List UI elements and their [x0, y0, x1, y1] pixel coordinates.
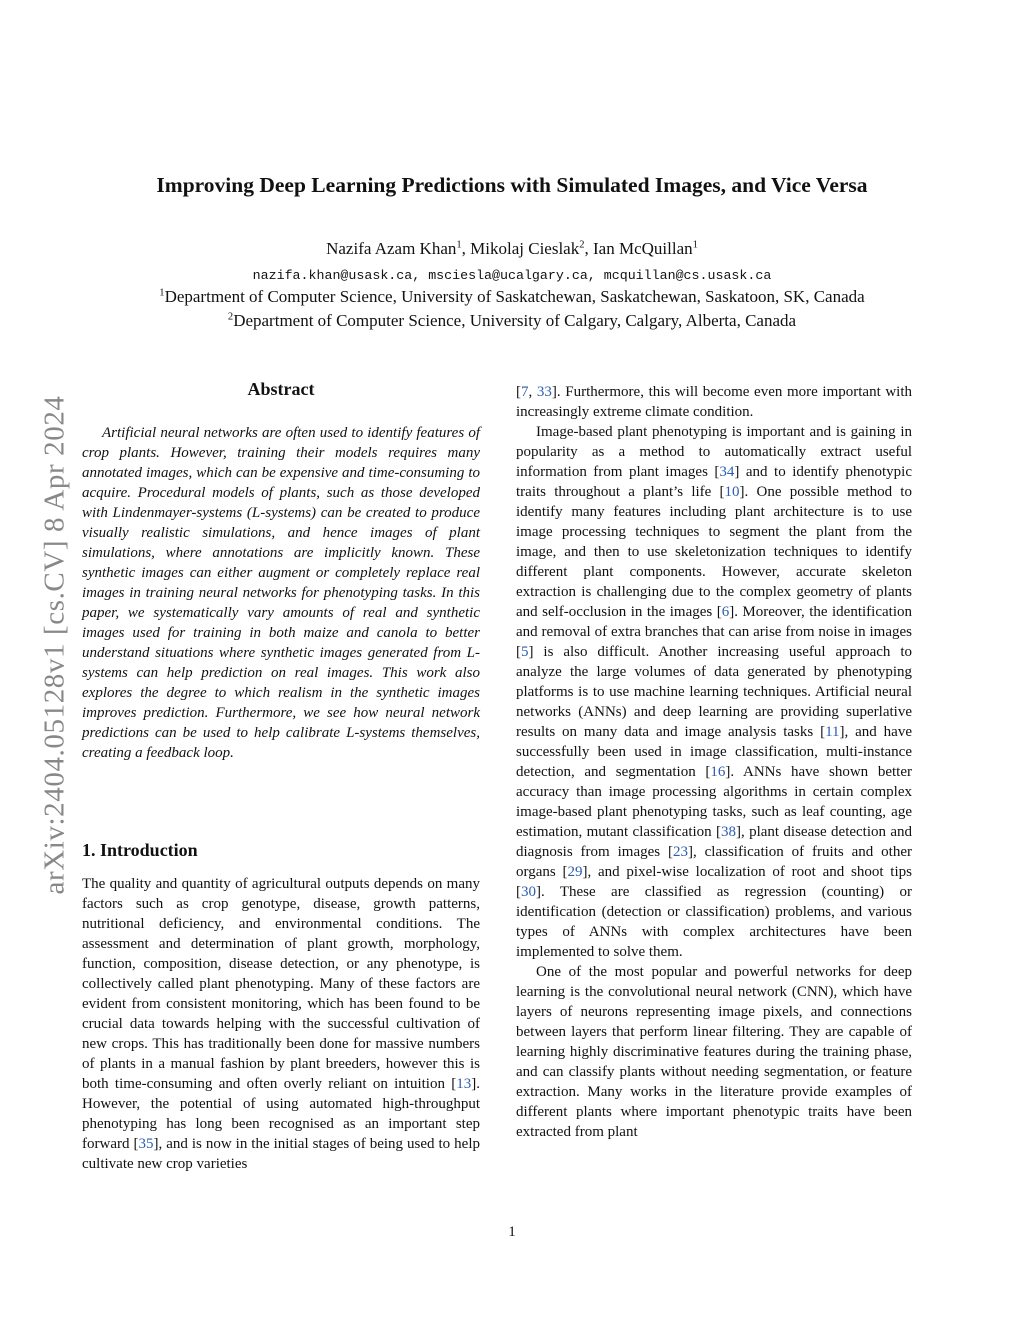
citation-link[interactable]: 10	[724, 484, 740, 500]
right-paragraph: One of the most popular and powerful networks for deep learning is the convolutional neural network (CNN), which have layers of neurons representing image pixels, and connections between layers that perform linear filtering. They are capable of learning highly discriminative features during the training phase, and can classify plants without needing segmentation, or feature extraction. Many works in the literature provide examples of different plants where important phenotypic traits have been extracted from plant	[516, 964, 912, 1140]
page-number: 1	[508, 1224, 516, 1240]
citation-link[interactable]: 30	[521, 884, 536, 900]
author-name: Ian McQuillan	[593, 239, 693, 258]
affiliation-1	[0, 287, 1024, 307]
arxiv-sidebar-stamp	[40, 362, 70, 928]
arxiv-identifier: arXiv:2404.05128v1 [cs.CV] 8 Apr 2024	[38, 395, 71, 895]
author-emails: nazifa.khan@usask.ca, msciesla@ucalgary.ca, mcquillan@cs.usask.ca	[252, 268, 772, 283]
citation-link[interactable]: 13	[456, 1076, 472, 1092]
citation-link[interactable]: 11	[825, 724, 840, 740]
abstract-text: Artificial neural networks are often used to identify features of crop plants. However, training their models requires many annotated images, which can be expensive and time-consuming to acquire. Procedural models of plants, such as those developed with Lindenmayer-systems (L-systems) can be created to produce visually realistic simulations, and hence images of plant simulations, where annotations are implicitly known. These synthetic images can either augment or completely replace real images in training neural networks for phenotyping tasks. In this paper, we systematically vary amounts of real and synthetic images used for training in both maize and canola to better understand situations where synthetic images generated from L-systems can help prediction on real images. This work also explores the degree to which realism in the synthetic images improves prediction. Furthermore, we see how neural network predictions can be used to help calibrate L-systems themselves, creating a feedback loop.	[82, 425, 480, 761]
affiliation-text: Department of Computer Science, University of Saskatchewan, Saskatchewan, Saskatoon, SK, Canada	[164, 287, 865, 306]
author-list: Nazifa Azam Khan$^1$, Mikolaj Cieslak$^2$, Ian McQuillan$^1$	[326, 239, 698, 258]
affiliation-text: Department of Computer Science, University of Calgary, Calgary, Alberta, Canada	[233, 311, 797, 330]
author-affiliation-mark: 2	[579, 239, 585, 251]
right-paragraph: Image-based plant phenotyping is important and is gaining in popularity as a method to automatically extract useful information from plant images [34] and to identify phenotypic traits throughout a plant’s life [10]. One possible method to identify many features including plant architecture is to use image processing techniques to segment the plant from the image, and then to use skeletonization techniques to identify different plant components. However, accurate skeleton extraction is challenging due to the complex geometry of plants and self-occlusion in the images [6]. Moreover, the identification and removal of extra branches that can arise from noise in images [5] is also difficult. Another increasing useful approach to analyze the large volumes of data generated by phenotyping platforms is to use machine learning techniques. Artificial neural networks (ANNs) and deep learning are providing superlative results on many data and image analysis tasks [11], and have successfully been used in image classification, multi-instance detection, and segmentation [16]. ANNs have shown better accuracy than image processing algorithms in certain complex image-based plant phenotyping tasks, such as leaf counting, age estimation, mutant classification [38], plant disease detection and diagnosis from images [23], classification of fruits and other organs [29], and pixel-wise localization of root and shoot tips [30]. These are classified as regression (counting) or identification (detection or classification) problems, and various types of ANNs with complex architectures have been implemented to solve them.	[516, 424, 913, 960]
citation-link[interactable]: 23	[673, 844, 688, 860]
introduction-heading: 1. Introduction	[82, 840, 198, 860]
author-name: Nazifa Azam Khan	[326, 239, 457, 258]
citation-link[interactable]: 7	[521, 384, 529, 400]
citation-link[interactable]: 6	[721, 604, 730, 620]
author-affiliation-mark: 1	[456, 239, 462, 251]
intro-paragraph: The quality and quantity of agricultural outputs depends on many factors such as crop genotype, disease, growth patterns, nutritional deficiency, and environmental conditions. The assessment and determination of plant growth, morphology, function, composition, disease detection, or any phenotype, is collectively called plant phenotyping. Many of these factors are evident from consistent monitoring, which has been found to be crucial data towards helping with the successful cultivation of new crops. This has traditionally been done for massive numbers of plants in a manual fashion by plant breeders, however this is both time-consuming and often overly reliant on intuition [13]. However, the potential of using automated high-throughput phenotyping has long been recognised as an important step forward [35], and is now in the initial stages of being used to help cultivate new crop varieties	[82, 876, 480, 1172]
affiliation-2	[0, 311, 1024, 331]
citation-link[interactable]: 35	[138, 1136, 154, 1152]
citation-link[interactable]: 33	[536, 384, 552, 400]
author-affiliation-mark: 1	[692, 239, 698, 251]
citation-link[interactable]: 5	[521, 644, 529, 660]
right-paragraph-continued: [7, 33]. Furthermore, this will become even more important with increasingly extreme climate condition.	[516, 384, 913, 420]
abstract-body	[82, 423, 480, 763]
citation-link[interactable]: 38	[721, 824, 737, 840]
affiliation-number: 1	[159, 287, 165, 299]
right-column	[516, 382, 912, 1142]
abstract-heading: Abstract	[247, 379, 315, 399]
affiliation-number: 2	[227, 311, 234, 323]
paper-title: Improving Deep Learning Predictions with Simulated Images, and Vice Versa	[156, 173, 868, 197]
introduction-body	[82, 874, 480, 1174]
citation-link[interactable]: 16	[710, 764, 726, 780]
citation-link[interactable]: 34	[719, 464, 735, 480]
author-name: Mikolaj Cieslak	[470, 239, 580, 258]
citation-link[interactable]: 29	[567, 864, 583, 880]
